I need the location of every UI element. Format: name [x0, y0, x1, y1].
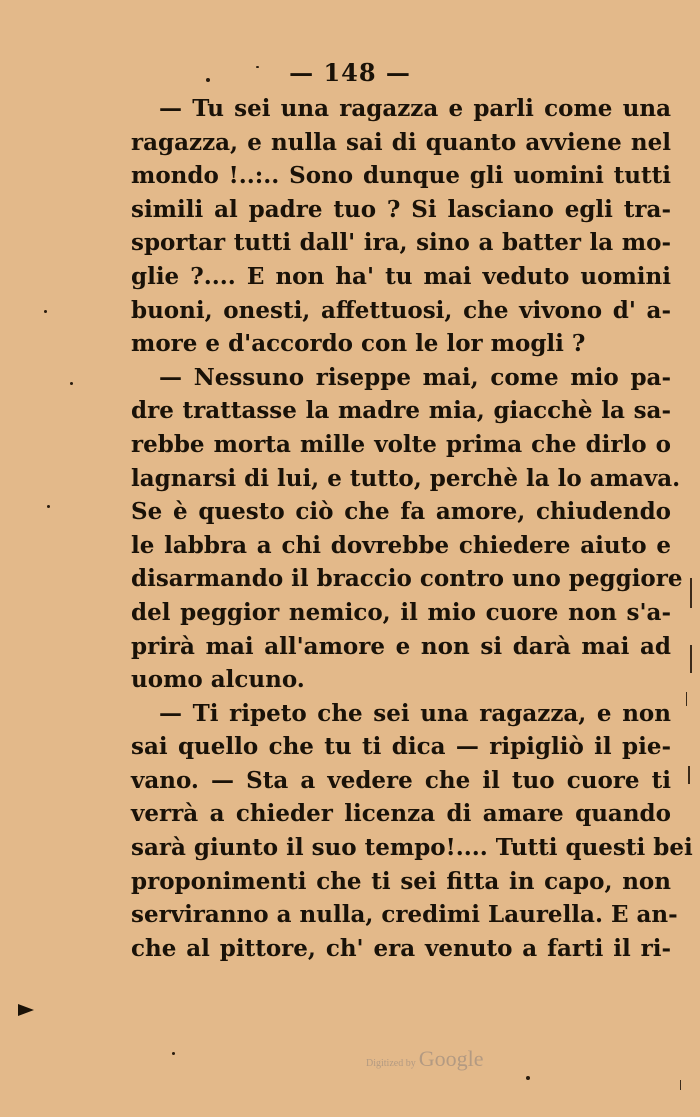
text-line: simili al padre tuo ? Si lasciano egli tra-	[131, 195, 671, 223]
margin-mark	[690, 645, 692, 673]
scan-speck	[172, 1052, 175, 1055]
margin-mark	[680, 1080, 681, 1090]
text-line: sai quello che tu ti dica — ripigliò il pie-	[131, 733, 671, 761]
scan-speck	[44, 310, 47, 313]
margin-mark	[688, 766, 690, 784]
text-line: vano. — Sta a vedere che il tuo cuore ti	[131, 766, 671, 794]
text-line: prirà mai all'amore e non si darà mai ad	[131, 632, 671, 660]
text-line: uomo alcuno.	[131, 666, 305, 694]
text-line: mondo !..:.. Sono dunque gli uomini tutti	[131, 162, 671, 190]
text-line: serviranno a nulla, credimi Laurella. E an-	[131, 901, 678, 929]
scan-speck	[526, 1076, 530, 1080]
scan-speck	[256, 66, 259, 68]
edge-arrow-mark	[18, 1004, 34, 1016]
body-text	[131, 92, 693, 965]
watermark-prefix: Digitized by	[366, 1058, 416, 1069]
page-number-header: — 148 —	[289, 58, 411, 87]
text-line: — Ti ripeto che sei una ragazza, e non	[159, 699, 671, 727]
text-line: lagnarsi di lui, e tutto, perchè la lo amava.	[131, 464, 681, 492]
text-line: Se è questo ciò che fa amore, chiudendo	[131, 498, 671, 526]
margin-mark	[686, 692, 687, 706]
text-line: disarmando il braccio contro uno peggiore	[131, 565, 683, 593]
google-logo: Google	[418, 1046, 484, 1071]
text-line: — Nessuno riseppe mai, come mio pa-	[159, 363, 671, 391]
text-line: verrà a chieder licenza di amare quando	[131, 800, 671, 828]
text-line: che al pittore, ch' era venuto a farti il ri-	[131, 934, 671, 962]
text-line: buoni, onesti, affettuosi, che vivono d' a-	[131, 296, 671, 324]
text-line: more e d'accordo con le lor mogli ?	[131, 330, 586, 358]
text-line: sarà giunto il suo tempo!.... Tutti questi bei	[131, 834, 693, 862]
scan-speck	[206, 78, 210, 82]
text-line: glie ?.... E non ha' tu mai veduto uomini	[131, 262, 671, 290]
digitized-watermark	[366, 1046, 483, 1072]
text-line: proponimenti che ti sei fitta in capo, non	[131, 867, 671, 895]
text-line: le labbra a chi dovrebbe chiedere aiuto e	[131, 531, 671, 559]
text-line: — Tu sei una ragazza e parli come una	[159, 95, 671, 122]
scan-speck	[70, 382, 73, 385]
margin-mark	[690, 578, 692, 608]
text-line: sportar tutti dall' ira, sino a batter la mo-	[131, 229, 671, 257]
text-line: del peggior nemico, il mio cuore non s'a-	[131, 598, 671, 626]
text-line: ragazza, e nulla sai di quanto avviene nel	[131, 128, 671, 156]
scan-speck	[47, 505, 50, 508]
text-line: dre trattasse la madre mia, giacchè la sa-	[131, 397, 671, 425]
text-line: rebbe morta mille volte prima che dirlo o	[131, 430, 671, 458]
